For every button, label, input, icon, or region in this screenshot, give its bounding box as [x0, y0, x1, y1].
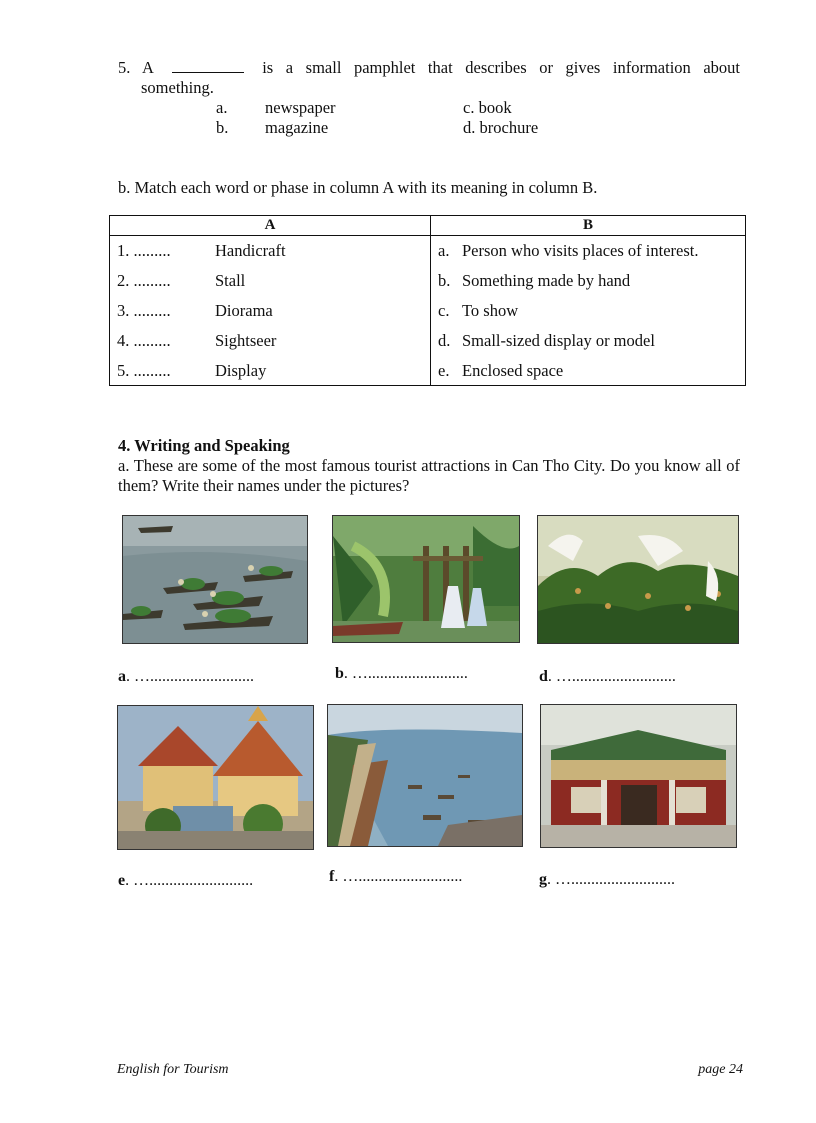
- option-c: [463, 98, 512, 118]
- item-number-blank[interactable]: 5. .........: [117, 361, 171, 380]
- eco-park-photo: [332, 515, 520, 643]
- meaning-letter: e.: [438, 361, 450, 380]
- meaning-text: Enclosed space: [462, 361, 564, 380]
- caption-letter: d: [539, 668, 548, 685]
- question-5-line: [118, 58, 740, 78]
- option-c-text: book: [478, 98, 512, 117]
- column-a-row: [110, 296, 430, 326]
- option-d-letter: d.: [463, 118, 476, 137]
- meaning-text: Person who visits places of interest.: [462, 241, 699, 260]
- column-a-header: A: [110, 216, 431, 236]
- term: Diorama: [215, 301, 273, 320]
- answer-dots[interactable]: . …..........................: [547, 668, 676, 685]
- term: Sightseer: [215, 331, 277, 350]
- section-heading: 4. Writing and Speaking: [118, 436, 290, 455]
- answer-dots[interactable]: . …..........................: [334, 868, 463, 885]
- caption-letter: e: [118, 872, 126, 889]
- column-b-header: B: [431, 216, 746, 236]
- meaning-letter: b.: [438, 271, 451, 290]
- answer-dots[interactable]: . …..........................: [125, 872, 254, 889]
- column-a-row: [110, 236, 430, 266]
- option-a-letter: a.: [216, 98, 228, 117]
- caption-g[interactable]: [539, 871, 675, 889]
- item-number-blank[interactable]: 2. .........: [117, 271, 171, 290]
- assembly-hall-photo: [540, 704, 737, 848]
- caption-letter: g: [539, 871, 547, 888]
- answer-blank[interactable]: [172, 58, 244, 73]
- column-a-row: [110, 356, 430, 385]
- section-intro: a. These are some of the most famous tourist attractions in Can Tho City. Do you know all of them? Write their names under the pictures?: [118, 456, 740, 495]
- answer-dots[interactable]: . ….........................: [343, 665, 468, 682]
- footer-book-title: English for Tourism: [117, 1062, 229, 1077]
- item-number-blank[interactable]: 3. .........: [117, 301, 171, 320]
- meaning-text: Something made by hand: [462, 271, 631, 290]
- caption-d[interactable]: [539, 668, 676, 686]
- item-number-blank[interactable]: 1. .........: [117, 241, 171, 260]
- option-b-letter: b.: [216, 118, 229, 137]
- term: Display: [215, 361, 267, 380]
- item-number-blank[interactable]: 4. .........: [117, 331, 171, 350]
- stork-garden-photo: [537, 515, 739, 644]
- term: Handicraft: [215, 241, 286, 260]
- column-b-row: [431, 326, 745, 356]
- floating-market-photo: [122, 515, 308, 644]
- caption-letter: a: [118, 668, 126, 685]
- meaning-letter: a.: [438, 241, 450, 260]
- column-a-row: [110, 266, 430, 296]
- question-text-end: is a small pamphlet that describes or gives information about: [262, 58, 741, 77]
- option-c-letter: c.: [463, 98, 475, 117]
- option-d: [463, 118, 538, 138]
- khmer-pagoda-photo: [117, 705, 314, 850]
- question-5-continuation: something.: [141, 78, 214, 97]
- option-d-text: brochure: [479, 118, 539, 137]
- footer-page-number: page 24: [698, 1062, 743, 1077]
- caption-a[interactable]: [118, 668, 254, 686]
- caption-b[interactable]: [335, 665, 468, 683]
- caption-letter: f: [329, 868, 335, 885]
- question-text-start: A: [142, 58, 154, 77]
- caption-e[interactable]: [118, 872, 253, 890]
- meaning-letter: d.: [438, 331, 451, 350]
- column-a-row: [110, 326, 430, 356]
- column-b-row: [431, 356, 745, 385]
- answer-dots[interactable]: . …..........................: [126, 668, 254, 685]
- column-b-row: [431, 296, 745, 326]
- answer-dots[interactable]: . …..........................: [547, 871, 675, 888]
- column-b-row: [431, 266, 745, 296]
- column-b-row: [431, 236, 745, 266]
- matching-table: [109, 215, 746, 386]
- meaning-text: To show: [462, 301, 519, 320]
- column-a-cell: [110, 236, 431, 386]
- column-b-cell: [431, 236, 746, 386]
- caption-f[interactable]: [329, 868, 462, 886]
- meaning-text: Small-sized display or model: [462, 331, 655, 350]
- match-instruction: b. Match each word or phase in column A with its meaning in column B.: [118, 178, 598, 197]
- riverside-wharf-photo: [327, 704, 523, 847]
- option-a-text: newspaper: [265, 98, 336, 117]
- caption-letter: b: [335, 665, 344, 682]
- term: Stall: [215, 271, 246, 290]
- question-number: 5.: [118, 58, 131, 77]
- option-b-text: magazine: [265, 118, 329, 137]
- meaning-letter: c.: [438, 301, 450, 320]
